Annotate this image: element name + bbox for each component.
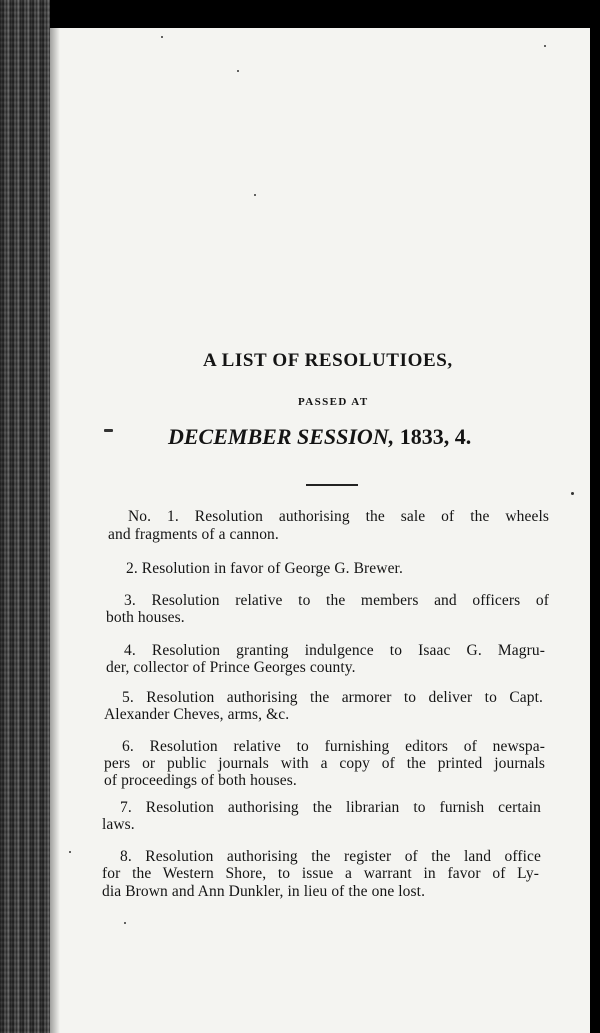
session-year: 1833, 4. [399, 424, 472, 449]
page-right-margin [590, 0, 600, 1033]
ink-speck [161, 36, 163, 38]
resolution-5-line-1: 5. Resolution authorising the armorer to deliver to Capt. [122, 689, 543, 706]
resolution-8-line-2: for the Western Shore, to issue a warrant in favor of Ly- [102, 865, 539, 882]
ink-speck [544, 45, 546, 47]
resolution-3-line-2: both houses. [106, 609, 185, 626]
resolution-3-line-1: 3. Resolution relative to the members and officers of [124, 592, 549, 609]
resolution-1-line-1: No. 1. Resolution authorising the sale of the wheels [128, 508, 549, 525]
resolution-5-line-2: Alexander Cheves, arms, &c. [104, 706, 290, 723]
ink-speck [104, 429, 113, 432]
book-binding-edge [0, 0, 50, 1033]
session-name: DECEMBER SESSION, [168, 424, 395, 449]
resolution-8-line-1: 8. Resolution authorising the register of the land office [120, 848, 541, 865]
resolution-8-line-3: dia Brown and Ann Dunkler, in lieu of the one lost. [102, 883, 426, 900]
divider-rule [306, 484, 358, 486]
ink-speck [571, 492, 574, 495]
resolution-7-line-1: 7. Resolution authorising the librarian to furnish certain [120, 799, 541, 816]
ink-speck [69, 851, 71, 853]
passed-at-label: PASSED AT [298, 396, 369, 408]
session-heading [168, 424, 471, 450]
resolution-6-line-3: of proceedings of both houses. [104, 772, 297, 789]
ink-speck [237, 70, 239, 72]
resolution-6-line-1: 6. Resolution relative to furnishing editors of newspa- [122, 738, 545, 755]
resolution-4-line-2: der, collector of Prince Georges county. [106, 659, 356, 676]
resolution-6-line-2: pers or public journals with a copy of the printed journals [104, 755, 545, 772]
resolution-2-line-1: 2. Resolution in favor of George G. Brewer. [126, 560, 403, 577]
document-title: A LIST OF RESOLUTIOES, [203, 350, 453, 371]
ink-speck [124, 922, 126, 924]
resolution-7-line-2: laws. [102, 816, 135, 833]
ink-speck [254, 194, 256, 196]
resolution-1-line-2: and fragments of a cannon. [108, 526, 279, 543]
resolution-4-line-1: 4. Resolution granting indulgence to Isaac G. Magru- [124, 642, 545, 659]
